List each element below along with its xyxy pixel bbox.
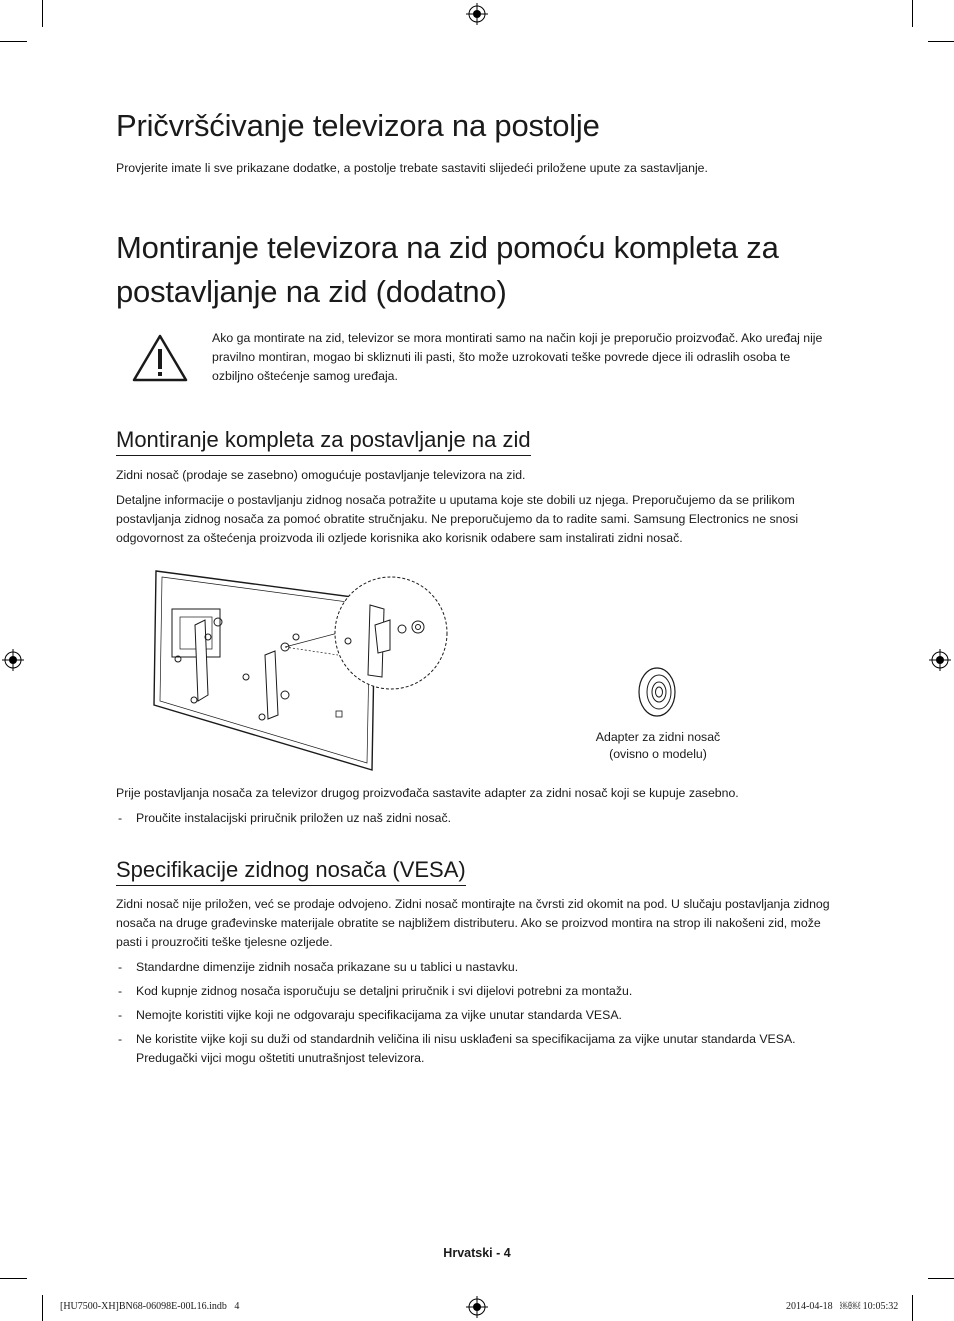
wall-mount-adapter-icon [636,666,678,718]
file-reference: [HU7500-XH]BN68-06098E-00L16.indb 4 [60,1301,240,1312]
page-number: Hrvatski - 4 [443,1246,511,1260]
section-title-wall-mount [116,226,856,314]
adapter-caption-line: (ovisno o modelu) [609,747,707,761]
crop-mark [42,0,43,27]
print-timestamp: 2014-04-18 ￼￼ 10:05:32 [786,1301,899,1312]
crop-mark [928,41,954,42]
kit-paragraph-2: Detaljne informacije o postavljanju zidnog nosača potražite u uputama koje ste dobili uz njega. Preporučujemo da se prilikom postavljanja zidnog nosača za pomoć obratite stručnjaku. Ne preporučujemo da to radite sami. Samsung Electronics ne snosi odgovornost za oštećenja proizvoda ili ozljede korisnika ako korisnik odabere sam instalirati zidni nosač. [116,493,799,545]
crop-mark [42,1295,43,1321]
wall-mount-illustration [150,565,450,775]
list-item: - Proučite instalacijski priručnik priložen uz naš zidni nosač. [116,809,838,828]
crop-mark [0,1278,27,1279]
registration-mark-icon [466,1296,488,1318]
vesa-paragraph: Zidni nosač nije priložen, već se prodaje odvojeno. Zidni nosač montirajte na čvrsti zid okomit na pod. U slučaju postavljanja zidnog nosača na druge građevinske materijale obratite se najbližem distributeru. Ako se proizvod montira na strop ili nakošeni zid, može pasti i prouzročiti teške tjelesne ozljede. [116,897,830,949]
vesa-bullet-list [116,958,840,1073]
heading-wall-kit: Montiranje kompleta za postavljanje na zid [116,427,531,456]
adapter-caption [568,729,748,763]
registration-mark-icon [466,3,488,25]
section-title-stand: Pričvršćivanje televizora na postolje [116,108,600,143]
crop-mark [912,1295,913,1321]
list-item: - Standardne dimenzije zidnih nosača prikazane su u tablici u nastavku. [116,958,840,977]
kit-paragraph-3: Prije postavljanja nosača za televizor drugog proizvođača sastavite adapter za zidni nosač koji se kupuje zasebno. [116,786,739,800]
crop-mark [0,41,27,42]
adapter-caption-line: Adapter za zidni nosač [595,730,721,744]
heading-vesa-spec: Specifikacije zidnog nosača (VESA) [116,857,466,886]
warning-text: Ako ga montirate na zid, televizor se mora montirati samo na način koji je preporučio proizvođač. Ako uređaj nije pravilno montiran, mogao bi skliznuti ili pasti, što može uzrokovati teške povrede djece ili odraslih osoba te ozbiljno oštećenje samog uređaja. [212,331,823,383]
list-item: - Ne koristite vijke koji su duži od standardnih veličina ili nisu usklađeni sa specifikacijama za vijke unutar standarda VESA. Predugački vijci mogu oštetiti unutrašnjost televizora. [116,1030,840,1068]
title-line: postavljanje na zid (dodatno) [116,274,507,309]
title-line: Montiranje televizora na zid pomoću kompleta za [116,230,779,265]
list-item: - Nemojte koristiti vijke koji ne odgovaraju specifikacijama za vijke unutar standarda VESA. [116,1006,840,1025]
crop-mark [928,1278,954,1279]
registration-mark-icon [2,649,24,671]
registration-mark-icon [929,649,951,671]
stand-intro-text: Provjerite imate li sve prikazane dodatke, a postolje trebate sastaviti slijedeći priložene upute za sastavljanje. [116,161,708,175]
warning-icon [131,333,189,383]
kit-paragraph-1: Zidni nosač (prodaje se zasebno) omogućuje postavljanje televizora na zid. [116,468,526,482]
list-item: - Kod kupnje zidnog nosača isporučuju se detaljni priručnik i svi dijelovi potrebni za montažu. [116,982,840,1001]
kit-bullet-list [116,809,838,833]
crop-mark [912,0,913,27]
